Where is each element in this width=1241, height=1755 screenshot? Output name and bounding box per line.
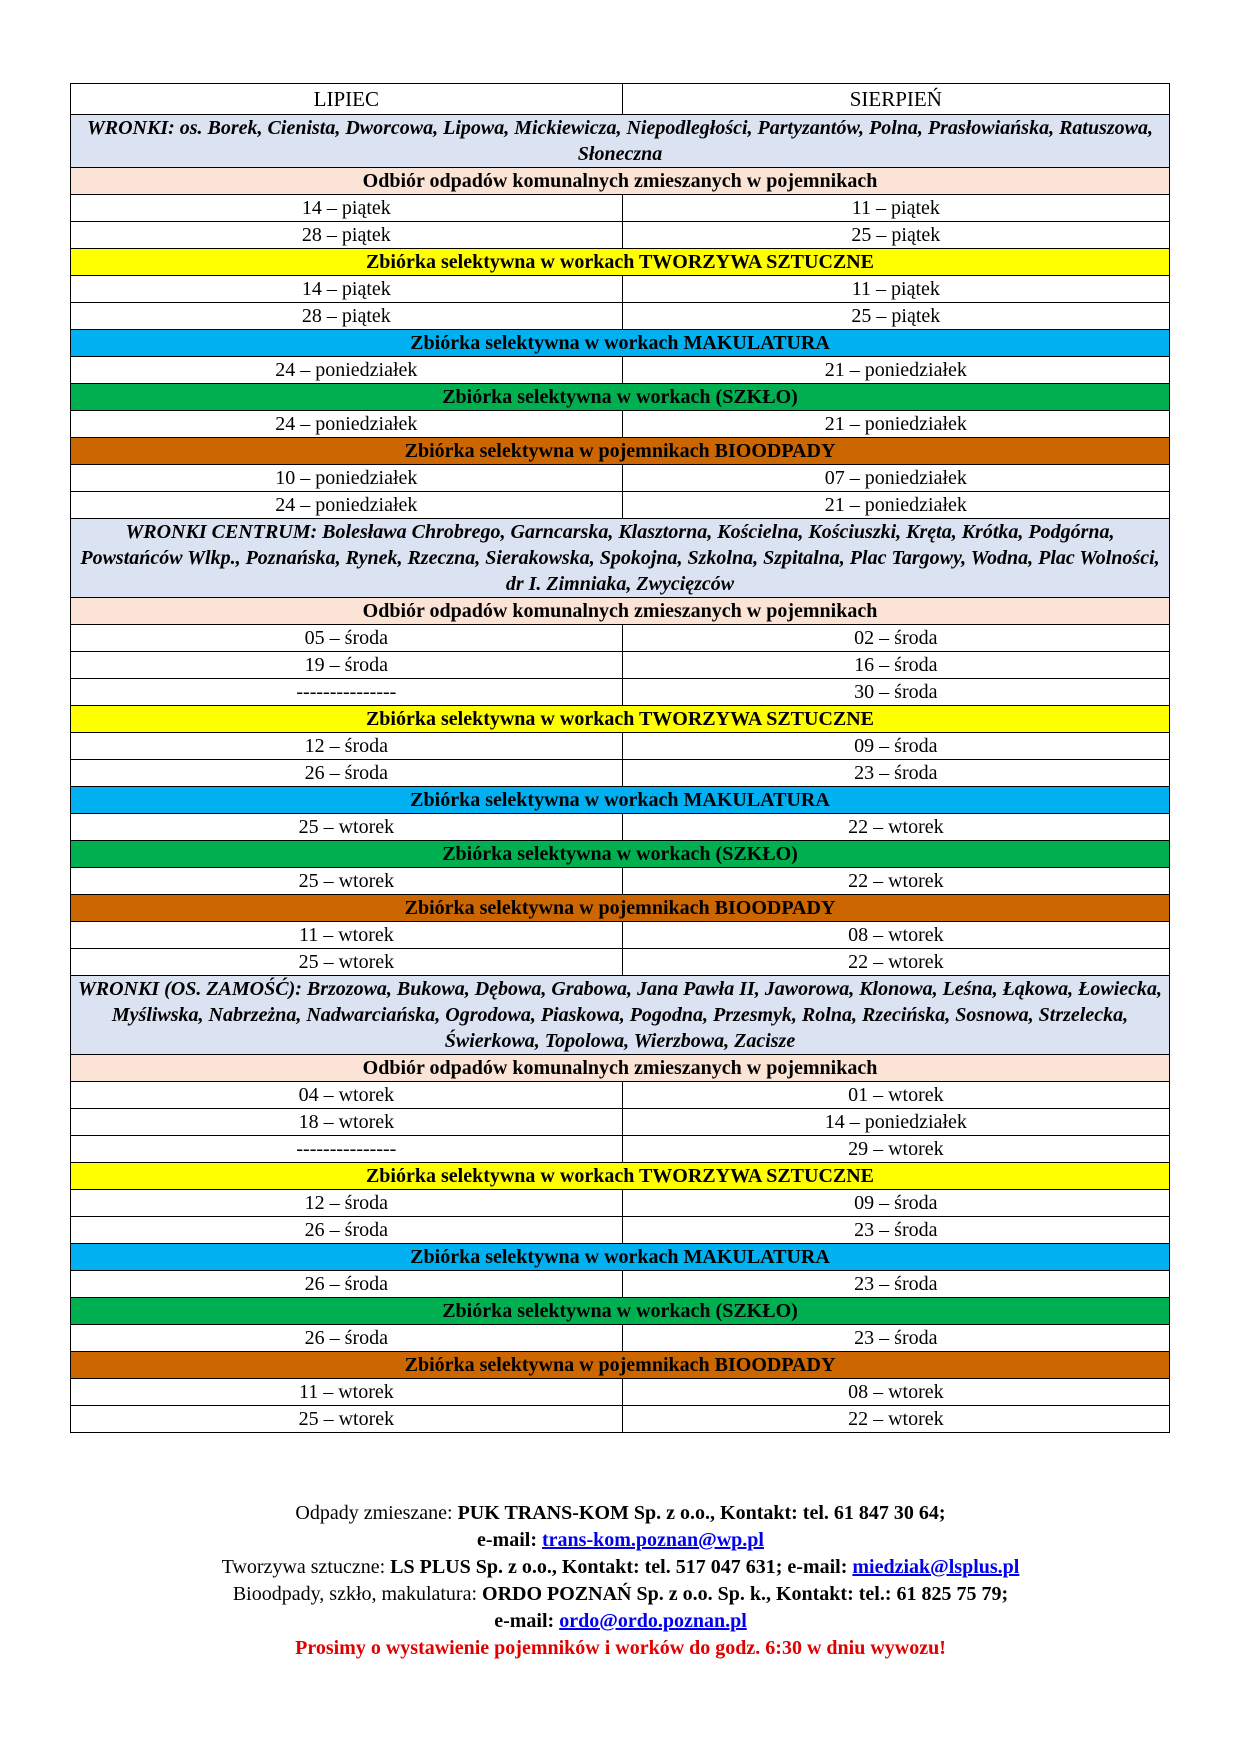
section-header-row (71, 1163, 1170, 1190)
august-date: 08 – wtorek (622, 922, 1169, 949)
month-header-august: SIERPIEŃ (622, 84, 1169, 115)
july-date: 24 – poniedziałek (71, 411, 623, 438)
august-date: 29 – wtorek (622, 1136, 1169, 1163)
month-header-july: LIPIEC (71, 84, 623, 115)
area-header-row (71, 976, 1170, 1055)
july-date: 25 – wtorek (71, 868, 623, 895)
date-row (71, 679, 1170, 706)
july-date: 12 – środa (71, 733, 623, 760)
section-title: Zbiórka selektywna w workach (SZKŁO) (71, 1298, 1170, 1325)
contact-line-mixed-email: e-mail: trans-kom.poznan@wp.pl (477, 1529, 764, 1551)
july-date: 25 – wtorek (71, 1406, 623, 1433)
contact-footer (0, 1500, 1241, 1662)
section-title: Zbiórka selektywna w workach (SZKŁO) (71, 384, 1170, 411)
section-title: Zbiórka selektywna w workach (SZKŁO) (71, 841, 1170, 868)
date-row (71, 1082, 1170, 1109)
section-header-row (71, 1298, 1170, 1325)
contact-line-mixed: Odpady zmieszane: PUK TRANS-KOM Sp. z o.o., Kontakt: tel. 61 847 30 64; (295, 1502, 946, 1524)
contact-line-bio-email: e-mail: ordo@ordo.poznan.pl (494, 1610, 747, 1632)
section-title: Zbiórka selektywna w pojemnikach BIOODPADY (71, 438, 1170, 465)
august-date: 21 – poniedziałek (622, 492, 1169, 519)
july-date: 18 – wtorek (71, 1109, 623, 1136)
july-date: 26 – środa (71, 1271, 623, 1298)
date-row (71, 1379, 1170, 1406)
july-date: 28 – piątek (71, 303, 623, 330)
july-date: --------------- (71, 1136, 623, 1163)
date-row (71, 760, 1170, 787)
date-row (71, 1217, 1170, 1244)
date-row (71, 868, 1170, 895)
date-row (71, 1136, 1170, 1163)
section-header-row (71, 598, 1170, 625)
date-row (71, 922, 1170, 949)
section-title: Zbiórka selektywna w workach MAKULATURA (71, 330, 1170, 357)
section-header-row (71, 895, 1170, 922)
section-header-row (71, 384, 1170, 411)
section-title: Odbiór odpadów komunalnych zmieszanych w pojemnikach (71, 598, 1170, 625)
area-streets: WRONKI CENTRUM: Bolesława Chrobrego, Garncarska, Klasztorna, Kościelna, Kościuszki, Kręta, Krótka, Podgórna, Powstańców Wlkp., Poznańska, Rynek, Rzeczna, Sierakowska, Spokojna, Szkolna, Szpitalna, Plac Targowy, Wodna, Plac Wolności, dr I. Zimniaka, Zwycięzców (71, 519, 1170, 598)
august-date: 25 – piątek (622, 303, 1169, 330)
august-date: 21 – poniedziałek (622, 357, 1169, 384)
july-date: 25 – wtorek (71, 814, 623, 841)
contact-line-plastic: Tworzywa sztuczne: LS PLUS Sp. z o.o., Kontakt: tel. 517 047 631; e-mail: miedziak@lsplus.pl (221, 1556, 1020, 1578)
july-date: 28 – piątek (71, 222, 623, 249)
august-date: 11 – piątek (622, 195, 1169, 222)
july-date: 11 – wtorek (71, 1379, 623, 1406)
date-row (71, 276, 1170, 303)
section-header-row (71, 1244, 1170, 1271)
august-date: 11 – piątek (622, 276, 1169, 303)
section-header-row (71, 787, 1170, 814)
july-date: 10 – poniedziałek (71, 465, 623, 492)
july-date: 05 – środa (71, 625, 623, 652)
area-header-row (71, 115, 1170, 168)
august-date: 22 – wtorek (622, 949, 1169, 976)
date-row (71, 1109, 1170, 1136)
section-header-row (71, 168, 1170, 195)
august-date: 23 – środa (622, 1325, 1169, 1352)
august-date: 22 – wtorek (622, 814, 1169, 841)
date-row (71, 303, 1170, 330)
section-header-row (71, 1055, 1170, 1082)
august-date: 22 – wtorek (622, 1406, 1169, 1433)
date-row (71, 814, 1170, 841)
section-header-row (71, 1352, 1170, 1379)
section-title: Zbiórka selektywna w workach TWORZYWA SZTUCZNE (71, 1163, 1170, 1190)
august-date: 09 – środa (622, 1190, 1169, 1217)
header-row (71, 84, 1170, 115)
august-date: 02 – środa (622, 625, 1169, 652)
july-date: 14 – piątek (71, 276, 623, 303)
july-date: 24 – poniedziałek (71, 492, 623, 519)
august-date: 21 – poniedziałek (622, 411, 1169, 438)
date-row (71, 733, 1170, 760)
july-date: 26 – środa (71, 1217, 623, 1244)
date-row (71, 1406, 1170, 1433)
august-date: 25 – piątek (622, 222, 1169, 249)
july-date: 24 – poniedziałek (71, 357, 623, 384)
section-title: Zbiórka selektywna w workach TWORZYWA SZTUCZNE (71, 706, 1170, 733)
date-row (71, 1190, 1170, 1217)
august-date: 23 – środa (622, 1271, 1169, 1298)
section-header-row (71, 249, 1170, 276)
date-row (71, 222, 1170, 249)
date-row (71, 195, 1170, 222)
section-header-row (71, 330, 1170, 357)
schedule-table (70, 83, 1170, 1433)
july-date: 26 – środa (71, 760, 623, 787)
area-streets: WRONKI (OS. ZAMOŚĆ): Brzozowa, Bukowa, Dębowa, Grabowa, Jana Pawła II, Jaworowa, Klonowa, Leśna, Łąkowa, Łowiecka, Myśliwska, Nabrzeżna, Nadwarciańska, Ogrodowa, Piaskowa, Pogodna, Przesmyk, Rolna, Rzecińska, Sosnowa, Strzelecka, Świerkowa, Topolowa, Wierzbowa, Zacisze (71, 976, 1170, 1055)
section-title: Odbiór odpadów komunalnych zmieszanych w pojemnikach (71, 168, 1170, 195)
july-date: 26 – środa (71, 1325, 623, 1352)
july-date: 11 – wtorek (71, 922, 623, 949)
date-row (71, 411, 1170, 438)
section-title: Zbiórka selektywna w workach TWORZYWA SZTUCZNE (71, 249, 1170, 276)
august-date: 23 – środa (622, 1217, 1169, 1244)
august-date: 01 – wtorek (622, 1082, 1169, 1109)
email-link-lsplus[interactable]: miedziak@lsplus.pl (852, 1556, 1020, 1578)
july-date: 25 – wtorek (71, 949, 623, 976)
july-date: 14 – piątek (71, 195, 623, 222)
august-date: 30 – środa (622, 679, 1169, 706)
july-date: 04 – wtorek (71, 1082, 623, 1109)
august-date: 23 – środa (622, 760, 1169, 787)
july-date: 12 – środa (71, 1190, 623, 1217)
area-header-row (71, 519, 1170, 598)
section-title: Zbiórka selektywna w pojemnikach BIOODPADY (71, 895, 1170, 922)
august-date: 09 – środa (622, 733, 1169, 760)
section-header-row (71, 841, 1170, 868)
email-link-ordo[interactable]: ordo@ordo.poznan.pl (559, 1610, 747, 1632)
august-date: 14 – poniedziałek (622, 1109, 1169, 1136)
section-title: Zbiórka selektywna w pojemnikach BIOODPADY (71, 1352, 1170, 1379)
email-link-transkom[interactable]: trans-kom.poznan@wp.pl (542, 1529, 764, 1551)
date-row (71, 492, 1170, 519)
date-row (71, 1325, 1170, 1352)
date-row (71, 357, 1170, 384)
contact-line-bio: Bioodpady, szkło, makulatura: ORDO POZNAŃ Sp. z o.o. Sp. k., Kontakt: tel.: 61 825 75 79; (232, 1583, 1009, 1605)
august-date: 22 – wtorek (622, 868, 1169, 895)
area-streets: WRONKI: os. Borek, Cienista, Dworcowa, Lipowa, Mickiewicza, Niepodległości, Partyzantów, Polna, Prasłowiańska, Ratuszowa, Słoneczna (71, 115, 1170, 168)
date-row (71, 949, 1170, 976)
section-title: Zbiórka selektywna w workach MAKULATURA (71, 1244, 1170, 1271)
section-title: Zbiórka selektywna w workach MAKULATURA (71, 787, 1170, 814)
section-header-row (71, 706, 1170, 733)
date-row (71, 652, 1170, 679)
date-row (71, 465, 1170, 492)
august-date: 16 – środa (622, 652, 1169, 679)
pickup-warning: Prosimy o wystawienie pojemników i worków do godz. 6:30 w dniu wywozu! (295, 1637, 946, 1659)
date-row (71, 625, 1170, 652)
section-title: Odbiór odpadów komunalnych zmieszanych w pojemnikach (71, 1055, 1170, 1082)
july-date: --------------- (71, 679, 623, 706)
date-row (71, 1271, 1170, 1298)
august-date: 08 – wtorek (622, 1379, 1169, 1406)
july-date: 19 – środa (71, 652, 623, 679)
section-header-row (71, 438, 1170, 465)
august-date: 07 – poniedziałek (622, 465, 1169, 492)
